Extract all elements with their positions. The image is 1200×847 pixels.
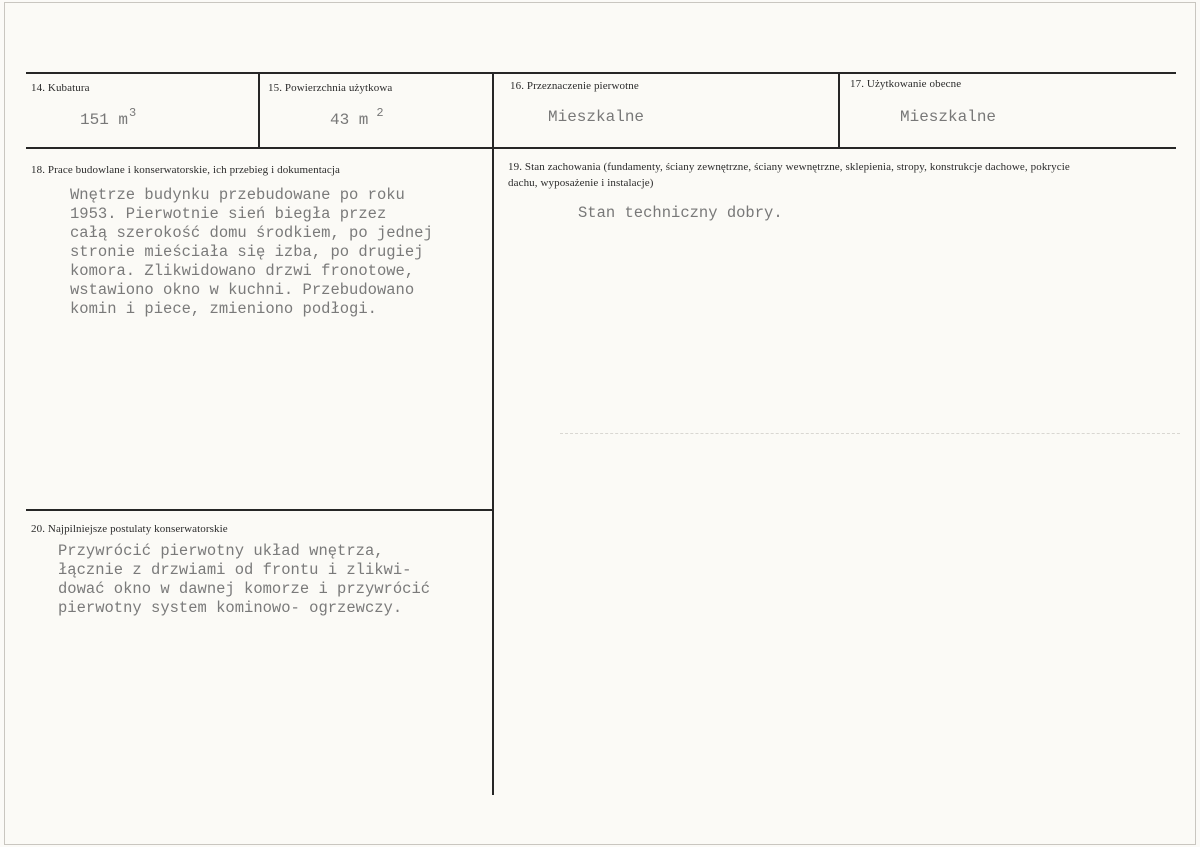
text-line: łącznie z drzwiami od frontu i zlikwi- <box>58 561 412 579</box>
kubatura-number: 151 m <box>80 111 129 129</box>
text-line: komora. Zlikwidowano drzwi fronotowe, <box>70 262 415 280</box>
powierzchnia-label: 15. Powierzchnia użytkowa <box>268 82 393 94</box>
powierzchnia-value <box>330 106 384 129</box>
kubatura-value <box>80 106 136 129</box>
top-rule <box>26 72 1176 74</box>
divider-14-15 <box>258 73 260 148</box>
prace-text <box>70 186 433 319</box>
text-line: komin i piece, zmieniono podłogi. <box>70 300 377 318</box>
text-line: stronie mieściała się izba, po drugiej <box>70 243 424 261</box>
text-line: wstawiono okno w kuchni. Przebudowano <box>70 281 415 299</box>
postulaty-text <box>58 542 430 618</box>
divider-15-16 <box>492 73 494 795</box>
powierzchnia-exponent: 2 <box>376 106 384 120</box>
kubatura-label: 14. Kubatura <box>31 82 90 94</box>
text-line: pierwotny system kominowo- ogrzewczy. <box>58 599 403 617</box>
kubatura-exponent: 3 <box>129 106 137 120</box>
przeznaczenie-label: 16. Przeznaczenie pierwotne <box>510 80 639 92</box>
header-row-rule <box>26 147 1176 149</box>
stan-value: Stan techniczny dobry. <box>578 204 783 222</box>
text-line: całą szerokość domu środkiem, po jednej <box>70 224 433 242</box>
text-line: 1953. Pierwotnie sień biegła przez <box>70 205 387 223</box>
record-card <box>4 2 1196 845</box>
prace-label: 18. Prace budowlane i konserwatorskie, ich przebieg i dokumentacja <box>31 164 340 176</box>
text-line: Przywrócić pierwotny układ wnętrza, <box>58 542 384 560</box>
field-18-bottom-rule <box>26 509 492 511</box>
text-line: dować okno w dawnej komorze i przywrócić <box>58 580 431 598</box>
uzytkowanie-label: 17. Użytkowanie obecne <box>850 78 962 90</box>
faint-dashed-rule <box>560 433 1180 434</box>
powierzchnia-number: 43 m <box>330 111 369 129</box>
stan-label: 19. Stan zachowania (fundamenty, ściany zewnętrzne, ściany wewnętrzne, sklepienia, stropy, konstrukcje dachowe, pokrycie dachu, wyposażenie i instalacje) <box>508 161 1070 189</box>
postulaty-label: 20. Najpilniejsze postulaty konserwatorskie <box>31 523 228 535</box>
uzytkowanie-value: Mieszkalne <box>900 108 997 126</box>
divider-16-17 <box>838 73 840 148</box>
przeznaczenie-value: Mieszkalne <box>548 108 645 126</box>
text-line: Wnętrze budynku przebudowane po roku <box>70 186 405 204</box>
